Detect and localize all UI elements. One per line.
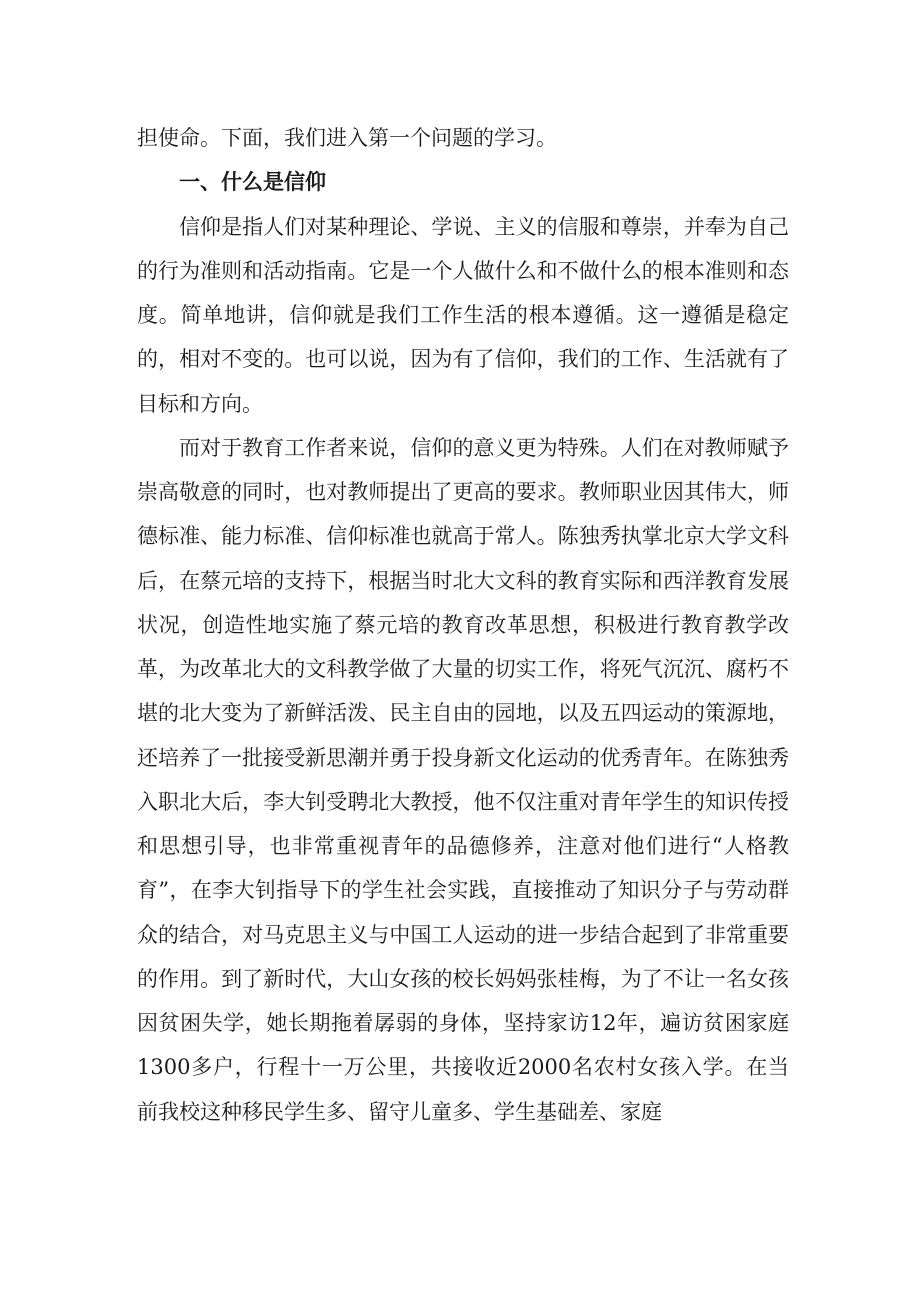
continuation-text: 担使命。下面，我们进入第一个问题的学习。 [137,126,557,150]
section-heading: 一、什么是信仰 [179,170,326,195]
paragraph-definition: 信仰是指人们对某种理论、学说、主义的信服和尊崇，并奉为自己的行为准则和活动指南。它是一个人做什么和不做什么的根本准则和态度。简单地讲，信仰就是我们工作生活的根本遵循。这一遵循是稳定的，相对不变的。也可以说，因为有了信仰，我们的工作、生活就有了目标和方向。 [137,214,789,416]
paragraph-educators: 而对于教育工作者来说，信仰的意义更为特殊。人们在对教师赋予崇高敬意的同时，也对教师提出了更高的要求。教师职业因其伟大，师德标准、能力标准、信仰标准也就高于常人。陈独秀执掌北京大学文科后，在蔡元培的支持下，根据当时北大文科的教育实际和西洋教育发展状况，创造性地实施了蔡元培的教育改革思想，积极进行教育教学改革，为改革北大的文科教学做了大量的切实工作，将死气沉沉、腐朽不堪的北大变为了新鲜活泼、民主自由的园地，以及五四运动的策源地，还培养了一批接受新思潮并勇于投身新文化运动的优秀青年。在陈独秀入职北大后，李大钊受聘北大教授，他不仅注重对青年学生的知识传授和思想引导，也非常重视青年的品德修养，注意对他们进行“人格教育”，在李大钊指导下的学生社会实践，直接推动了知识分子与劳动群众的结合，对马克思主义与中国工人运动的进一步结合起到了非常重要的作用。到了新时代，大山女孩的校长妈妈张桂梅，为了不让一名女孩因贫困失学，她长期拖着孱弱的身体，坚持家访12年，遍访贫困家庭1300多户，行程十一万公里，共接收近2000名农村女孩入学。在当前我校这种移民学生多、留守儿童多、学生基础差、家庭 [137,435,789,1124]
document-body [137,116,789,1134]
